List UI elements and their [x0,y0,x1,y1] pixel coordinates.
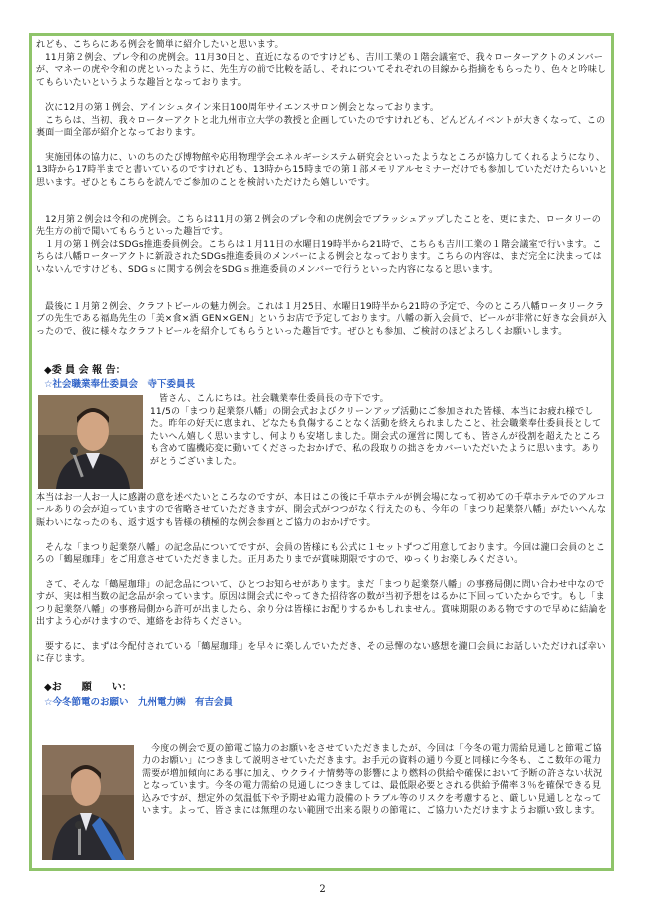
intro-paragraph: こちらは、当初、我々ローターアクトと北九州市立大学の教授と企画していたのですけれども、どんどんイベントが大きくなって、この裏面一面全部が紹介となっております。 [36,116,606,139]
intro-paragraph: れども、こちらにある例会を簡単に紹介したいと思います。 [36,40,284,50]
committee-paragraph: 要するに、まずは今配付されている「鶴屋珈琲」を早々に楽しんでいただき、その忌憚のない感想を瀧口会員にお話しいただければ幸いに存じます。 [36,642,606,665]
intro-paragraph: 実施団体の協力に、いのちのたび博物館や応用物理学会エネルギーシステム研究会といったようなところが協力してくれるようになり、13時から17時半までと書いているのですけれども、13時から15時までの第１部メモリアルセミナーだけでも参加していただけたらいいと思います。ぜひともこちらを読んでご参加のことを検討いただけたら嬉しいです。 [36,153,608,188]
request-subheading: ☆今冬節電のお願い 九州電力㈱ 有吉会員 [44,697,234,708]
intro-paragraph: 12月第２例会は令和の虎例会。こちらは11月の第２例会のプレ令和の虎例会でブラッシュアップしたことを、更にまた、ロータリーの先生方の前で聞いてもらうといった趣旨です。 [36,215,601,238]
page-number: 2 [319,884,326,895]
committee-paragraph: 本当はお一人お一人に感謝の意を述べたいところなのですが、本日はこの後に千草ホテルが例会場になって初めての千草ホテルでのアルコールありの会が迫っていますので省略させていただきますが、開会式がつつがなく行えたのも、今年の「まつり起業祭八幡」がたいへんな賑わいになったのも、返す返すも皆様の積極的な例会参画とご協力のおかげです。 [36,493,607,528]
committee-subheading: ☆社会職業奉仕委員会 寺下委員長 [44,379,196,390]
committee-paragraph: そんな「まつり起業祭八幡」の記念品についてですが、会員の皆様にも公式に１セットずつご用意しております。今回は瀧口会員のところの「鶴屋珈琲」をご用意させていただきました。正月あたりまでが賞味期限ですので、ゆっくりお楽しみください。 [36,543,606,566]
request-paragraph: 今度の例会で夏の節電ご協力のお願いをさせていただきましたが、今回は「今冬の電力需給見通しと節電ご協力のお願い」につきまして説明させていただきます。お手元の資料の通り今夏と同様に今冬も、ここ数年の電力需要が増加傾向にある事に加え、ウクライナ情勢等の影響により燃料の供給や確保において予断の許さない状況となっています。今冬の電力需給の見通しにつきましては、最低限必要とされる供給予備率３％を確保できる見込みですが、想定外の気温低下や予期せぬ電力設備のトラブル等のリスクを考慮すると、厳しい見通しとなっています。よって、皆さまには無理のない範囲で出来る限りの節電に、ご協力いただけますようお願い致します。 [142,744,603,817]
request-heading: ◆お 願 い： [44,682,132,693]
committee-paragraph: 11/5の「まつり起業祭八幡」の開会式およびクリーンアップ活動にご参加された皆様、本当にお疲れ様でした。昨年の好天に恵まれ、どなたも負傷することなく活動を終えられましたこと、社会職業奉仕委員長としてたいへん嬉しく思いますし、何よりも安堵しました。開会式の運営に関しても、皆さんが役割を超えたところも含めて臨機応変に動いてくださったおかげで、私の段取りの拙さをカバーいただいたように思います。ありがとうございました。 [150,407,602,467]
speaker-photo-ariyoshi [42,745,134,860]
committee-report-heading: ◆委 員 会 報 告： [44,365,126,376]
intro-paragraph: １月の第１例会はSDGs推進委員例会。こちらは１月11日の水曜日19時半から21時で、こちらも吉川工業の１階会議室で行います。こちらは八幡ローターアクトに新設されたSDGs推進委員のメンバーによる例会となっております。こちらの内容は、まだ完全に決まってはいないんですけども、SDGｓに関する例会をSDGｓ推進委員のメンバーで行うといった内容になると思います。 [36,240,602,275]
committee-greeting: 皆さん、こんにちは。社会職業奉仕委員長の寺下です。 [159,394,389,404]
speaker-photo-terashita [38,395,143,489]
intro-paragraph: 最後に１月第２例会、クラフトビールの魅力例会。これは１月25日、水曜日19時半から21時の予定で、今のところ八幡ロータリークラブの先生である福島先生の「美×食×酒 GEN×GEN」というお店で予定しております。八幡の新入会員で、ビールが非常に好きな会員が入ったので、彼に様々なクラフトビールを紹介してもらうといった趣旨です。ぜひとも参加、ご検討のほどよろしくお願いします。 [36,302,607,337]
intro-paragraph: 11月第２例会、プレ令和の虎例会。11月30日と、直近になるのですけども、吉川工業の１階会議室で、我々ローターアクトのメンバーが、マネーの虎や令和の虎といったように、先生方の前で比較を話し、それについてそれぞれの目線から指摘をもらったり、色々と吟味してもらいたいというような趣旨となっております。 [36,53,607,88]
intro-paragraph: 次に12月の第１例会、アインシュタイン来日100周年サイエンスサロン例会となっております。 [45,103,440,113]
committee-paragraph: さて、そんな「鶴屋珈琲」の記念品について、ひとつお知らせがあります。まだ「まつり起業祭八幡」の事務局側に問い合わせ中なのですが、実は相当数の記念品が余っています。原因は開会式にやってきた招待客の数が当初予想をはるかに下回っていたからです。もし「まつり起業祭八幡」の事務局側から許可が出ましたら、余り分は皆様にお配りするかもしれません。賞味期限のある物ですので早めに結論を出すよう心がけますので、連絡をお待ちください。 [36,580,607,628]
